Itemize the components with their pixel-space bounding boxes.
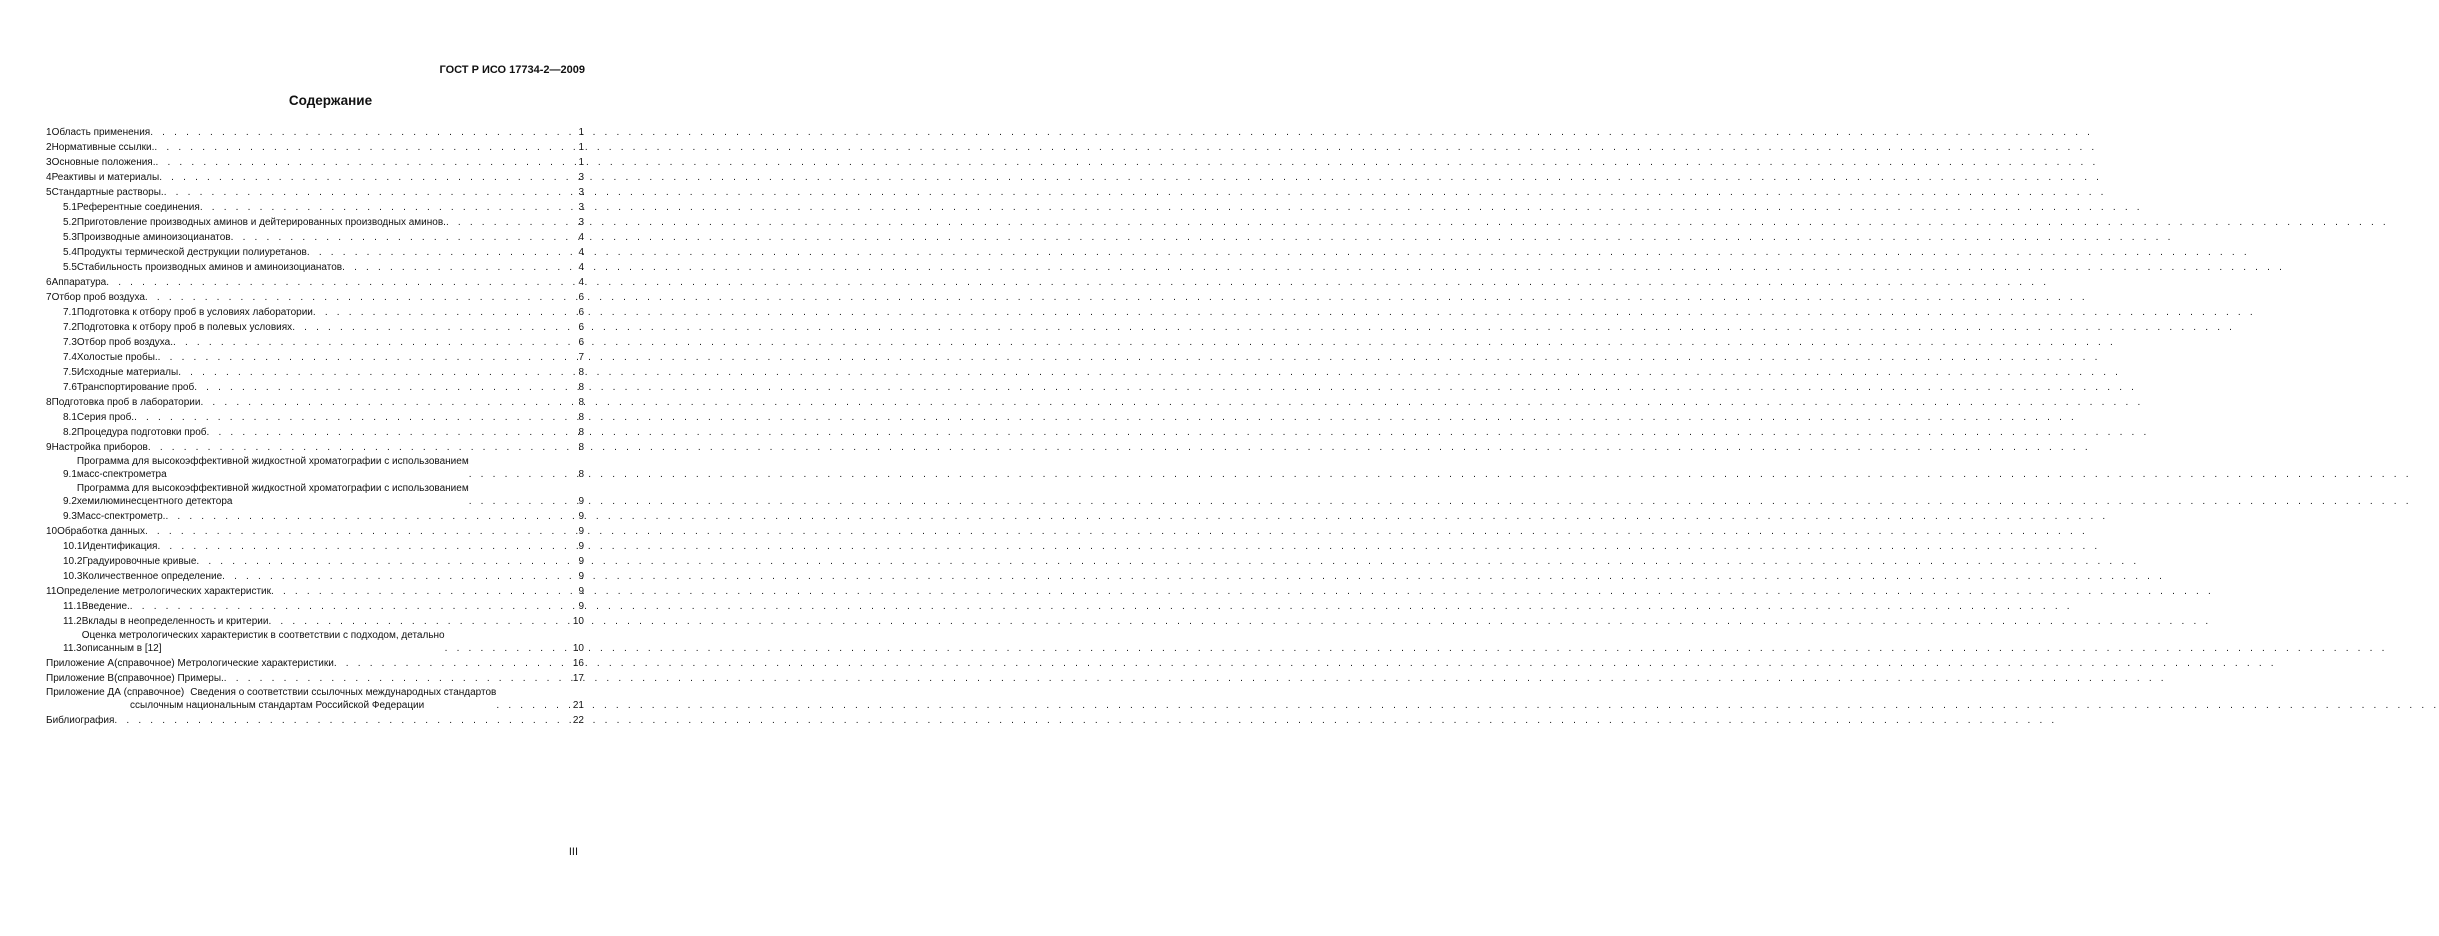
- dot-leader: [130, 600, 578, 613]
- toc-entry[interactable]: [46, 598, 584, 613]
- toc-entry-label: Отбор проб воздуха: [51, 292, 145, 303]
- toc-entry-number: 11.2: [63, 616, 82, 627]
- dot-leader: [313, 306, 578, 319]
- toc-entry[interactable]: [46, 553, 584, 568]
- toc-entry[interactable]: [46, 214, 584, 229]
- toc-entry-label: Настройка приборов: [51, 442, 148, 453]
- toc-entry[interactable]: [46, 655, 584, 670]
- toc-entry-page: 16: [572, 658, 584, 669]
- toc-entry-label: Масс-спектрометр.: [76, 511, 166, 522]
- toc-entry-number: 1: [46, 127, 52, 138]
- toc-entry[interactable]: [46, 670, 584, 685]
- toc-entry[interactable]: [46, 583, 584, 598]
- toc-entry-number: 10.2: [63, 556, 83, 567]
- toc-entry[interactable]: [46, 538, 584, 553]
- toc-entry-label: Нормативные ссылки.: [51, 142, 155, 153]
- toc-entry-page: 9: [578, 556, 584, 567]
- toc-entry[interactable]: [46, 154, 584, 169]
- toc-entry[interactable]: [46, 409, 584, 424]
- toc-entry-label: Транспортирование проб: [76, 382, 195, 393]
- dot-leader: [271, 585, 577, 598]
- dot-leader: [178, 366, 577, 379]
- toc-entry[interactable]: [46, 454, 584, 481]
- toc-entry[interactable]: [46, 274, 584, 289]
- toc-entry[interactable]: [46, 199, 584, 214]
- dot-leader: [222, 570, 577, 583]
- toc-entry-page: 9: [578, 571, 584, 582]
- toc-entry-label: Идентификация: [82, 541, 158, 552]
- dot-leader: [194, 381, 577, 394]
- toc-entry-label: Введение.: [81, 601, 130, 612]
- toc-entry-number: 5.3: [63, 232, 77, 243]
- toc-entry-page: 6: [578, 307, 584, 318]
- toc-entry-label: Приготовление производных аминов и дейтерированных производных аминов.: [76, 217, 446, 228]
- toc-entry-label: Референтные соединения: [76, 202, 200, 213]
- toc-entry-number: 5.5: [63, 262, 77, 273]
- toc-entry-label: Обработка данных: [57, 526, 145, 537]
- toc-entry-label: Процедура подготовки проб: [76, 427, 207, 438]
- toc-entry-number: 10.1: [63, 541, 83, 552]
- toc-entry-number: Приложение А: [46, 658, 115, 669]
- toc-entry[interactable]: [46, 349, 584, 364]
- toc-entry-number: 11.1: [63, 601, 82, 612]
- toc-entry-number: 10: [46, 526, 58, 537]
- toc-entry-page: 10: [572, 616, 584, 627]
- toc-entry-label: Основные положения.: [51, 157, 156, 168]
- toc-entry-number: 5.4: [63, 247, 77, 258]
- toc-entry[interactable]: [46, 289, 584, 304]
- toc-entry-page: 9: [578, 526, 584, 537]
- toc-entry-page: 8: [578, 469, 584, 480]
- toc-entry-page: 3: [578, 187, 584, 198]
- dot-leader: [231, 231, 578, 244]
- toc-entry-page: 3: [578, 202, 584, 213]
- toc-entry-page: 4: [578, 232, 584, 243]
- toc-entry-page: 4: [578, 247, 584, 258]
- page-number: III: [568, 846, 578, 858]
- dot-leader: [159, 171, 577, 184]
- toc-entry[interactable]: [46, 439, 584, 454]
- toc-entry-number: 2: [46, 142, 52, 153]
- toc-entry-page: 9: [578, 586, 584, 597]
- dot-leader: [469, 495, 578, 508]
- toc-entry-label: Серия проб.: [76, 412, 135, 423]
- toc-entry-label: Область применения: [51, 127, 151, 138]
- toc-entry[interactable]: [46, 184, 584, 199]
- toc-entry-page: 7: [578, 352, 584, 363]
- toc-entry-page: 3: [578, 217, 584, 228]
- dot-leader: [445, 642, 572, 655]
- toc-entry-label: (справочное) Примеры.: [114, 673, 224, 684]
- toc-entry-page: 22: [572, 715, 584, 726]
- toc-entry-label: Подготовка к отбору проб в условиях лаборатории: [76, 307, 313, 318]
- toc-entry[interactable]: [46, 364, 584, 379]
- toc-entry-page: 17: [572, 673, 584, 684]
- toc-entry-page: 6: [578, 292, 584, 303]
- toc-entry-number: 9.3: [63, 511, 77, 522]
- toc-entry[interactable]: [46, 334, 584, 349]
- toc-entry[interactable]: [46, 568, 584, 583]
- toc-entry[interactable]: [46, 319, 584, 334]
- toc-entry[interactable]: [46, 304, 584, 319]
- toc-entry-number: 7.3: [63, 337, 77, 348]
- dot-leader: [469, 468, 578, 481]
- toc-entry[interactable]: [46, 124, 584, 139]
- toc-entry-number: 7.5: [63, 367, 77, 378]
- toc-entry-label: Производные аминоизоцианатов: [76, 232, 231, 243]
- toc-entry-label: Программа для высокоэффективной жидкостной хроматографии с использованием: [76, 456, 469, 467]
- toc-entry-label: Программа для высокоэффективной жидкостной хроматографии с использованием: [76, 483, 469, 494]
- toc-entry-number: 6: [46, 277, 52, 288]
- dot-leader: [200, 201, 578, 214]
- toc-entry-number: 5: [46, 187, 52, 198]
- toc-entry[interactable]: [46, 481, 584, 508]
- toc-entry-number: 3: [46, 157, 52, 168]
- dot-leader: [106, 276, 577, 289]
- toc-entry-page: 8: [578, 412, 584, 423]
- toc-entry-number: 9.1: [63, 469, 77, 480]
- toc-entry-label: Продукты термической деструкции полиуретанов: [76, 247, 307, 258]
- toc-entry-page: 4: [578, 262, 584, 273]
- dot-leader: [307, 246, 578, 259]
- toc-entry-label: Холостые пробы.: [76, 352, 158, 363]
- dot-leader: [165, 510, 577, 523]
- toc-entry-page: 9: [578, 601, 584, 612]
- toc-entry-label-continued: ссылочным национальным стандартам Российской Федерации: [130, 700, 425, 711]
- toc-entry-page: 6: [578, 322, 584, 333]
- toc-entry-page: 10: [572, 643, 584, 654]
- toc-entry-number: 8.2: [63, 427, 77, 438]
- toc-entry-number: Приложение ДА (справочное): [46, 687, 185, 698]
- toc-entry-page: 8: [578, 397, 584, 408]
- document-id: ГОСТ Р ИСО 17734-2—2009: [439, 64, 585, 76]
- toc-entry-page: 9: [578, 541, 584, 552]
- dot-leader: [207, 426, 578, 439]
- toc-entry-label: Подготовка к отбору проб в полевых условиях: [76, 322, 293, 333]
- toc-entry-label: Исходные материалы: [76, 367, 179, 378]
- toc-entry[interactable]: [46, 229, 584, 244]
- toc-entry[interactable]: [46, 139, 584, 154]
- dot-leader: [148, 441, 578, 454]
- dot-leader: [145, 291, 578, 304]
- toc-entry-number: 4: [46, 172, 52, 183]
- toc-entry[interactable]: [46, 613, 584, 628]
- toc-entry-label: Приложение ДА (справочное) Сведения о соответствии ссылочных международных стандартов: [46, 687, 497, 698]
- dot-leader: [150, 126, 577, 139]
- toc-entry[interactable]: [46, 523, 584, 538]
- dot-leader: [292, 321, 577, 334]
- toc-entry[interactable]: [46, 379, 584, 394]
- toc-entry-label: Аппаратура: [51, 277, 107, 288]
- toc-entry-page: 8: [578, 367, 584, 378]
- toc-entry-page: 8: [578, 382, 584, 393]
- toc-entry-page: 3: [578, 172, 584, 183]
- toc-entry-label: Стандартные растворы.: [51, 187, 164, 198]
- dot-leader: [446, 216, 578, 229]
- toc-entry-number: 5.1: [63, 202, 77, 213]
- toc-entry[interactable]: [46, 712, 584, 727]
- toc-entry-number: 7.2: [63, 322, 77, 333]
- toc-entry[interactable]: [46, 424, 584, 439]
- toc-entry[interactable]: [46, 394, 584, 409]
- table-of-contents: [46, 124, 584, 727]
- toc-entry-number: 8: [46, 397, 52, 408]
- toc-entry-label: (справочное) Метрологические характеристики: [114, 658, 334, 669]
- dot-leader: [114, 714, 571, 727]
- toc-entry-label: Количественное определение: [82, 571, 223, 582]
- toc-entry-label: Определение метрологических характеристик: [56, 586, 272, 597]
- toc-entry-number: 11.3: [63, 643, 82, 654]
- toc-entry[interactable]: [46, 259, 584, 274]
- dot-leader: [154, 141, 577, 154]
- dot-leader: [334, 657, 572, 670]
- toc-entry-number: 9: [46, 442, 52, 453]
- toc-entry-label: Вклады в неопределенность и критерии: [81, 616, 269, 627]
- toc-entry-label-continued: хемилюминесцентного детектора: [76, 496, 233, 507]
- toc-entry-label-continued: масс-спектрометра: [76, 469, 167, 480]
- toc-entry-page: 8: [578, 442, 584, 453]
- dot-leader: [164, 186, 578, 199]
- toc-entry-number: 7.4: [63, 352, 77, 363]
- dot-leader: [342, 261, 577, 274]
- toc-entry-number: 7.6: [63, 382, 77, 393]
- toc-entry-label: Библиография: [46, 715, 115, 726]
- toc-entry-page: 1: [578, 127, 584, 138]
- toc-entry-label: Подготовка проб в лаборатории: [51, 397, 201, 408]
- toc-entry-page: 9: [578, 511, 584, 522]
- dot-leader: [156, 156, 578, 169]
- toc-entry-label: Градуировочные кривые: [82, 556, 197, 567]
- dot-leader: [268, 615, 571, 628]
- dot-leader: [224, 672, 572, 685]
- toc-entry-number: 8.1: [63, 412, 77, 423]
- toc-entry-page: 8: [578, 427, 584, 438]
- toc-entry-page: 9: [578, 496, 584, 507]
- toc-entry-number: 5.2: [63, 217, 77, 228]
- dot-leader: [158, 351, 578, 364]
- dot-leader: [145, 525, 577, 538]
- toc-entry-page: 6: [578, 337, 584, 348]
- toc-entry-number: 7.1: [63, 307, 77, 318]
- toc-entry-label: Реактивы и материалы: [51, 172, 160, 183]
- toc-entry-label: Стабильность производных аминов и аминоизоцианатов: [76, 262, 343, 273]
- toc-entry[interactable]: [46, 628, 584, 655]
- dot-leader: [134, 411, 577, 424]
- toc-entry-number: 11: [46, 586, 57, 597]
- toc-entry-label: Отбор проб воздуха.: [76, 337, 174, 348]
- toc-entry-page: 21: [572, 700, 584, 711]
- dot-leader: [496, 699, 572, 712]
- dot-leader: [173, 336, 577, 349]
- dot-leader: [196, 555, 577, 568]
- dot-leader: [157, 540, 577, 553]
- toc-entry-number: 10.3: [63, 571, 83, 582]
- toc-entry-page: 4: [578, 277, 584, 288]
- toc-entry-number: 7: [46, 292, 52, 303]
- toc-entry[interactable]: [46, 169, 584, 184]
- toc-entry[interactable]: [46, 508, 584, 523]
- toc-entry-page: 1: [578, 142, 584, 153]
- toc-entry-number: Приложение В: [46, 673, 115, 684]
- toc-entry-number: 9.2: [63, 496, 77, 507]
- toc-entry-page: 1: [578, 157, 584, 168]
- toc-entry-label: Оценка метрологических характеристик в соответствии с подходом, детально: [81, 630, 445, 641]
- toc-entry[interactable]: [46, 244, 584, 259]
- dot-leader: [200, 396, 577, 409]
- page-title: Содержание: [288, 93, 373, 108]
- toc-entry[interactable]: [46, 685, 584, 712]
- toc-entry-label-continued: описанным в [12]: [81, 643, 162, 654]
